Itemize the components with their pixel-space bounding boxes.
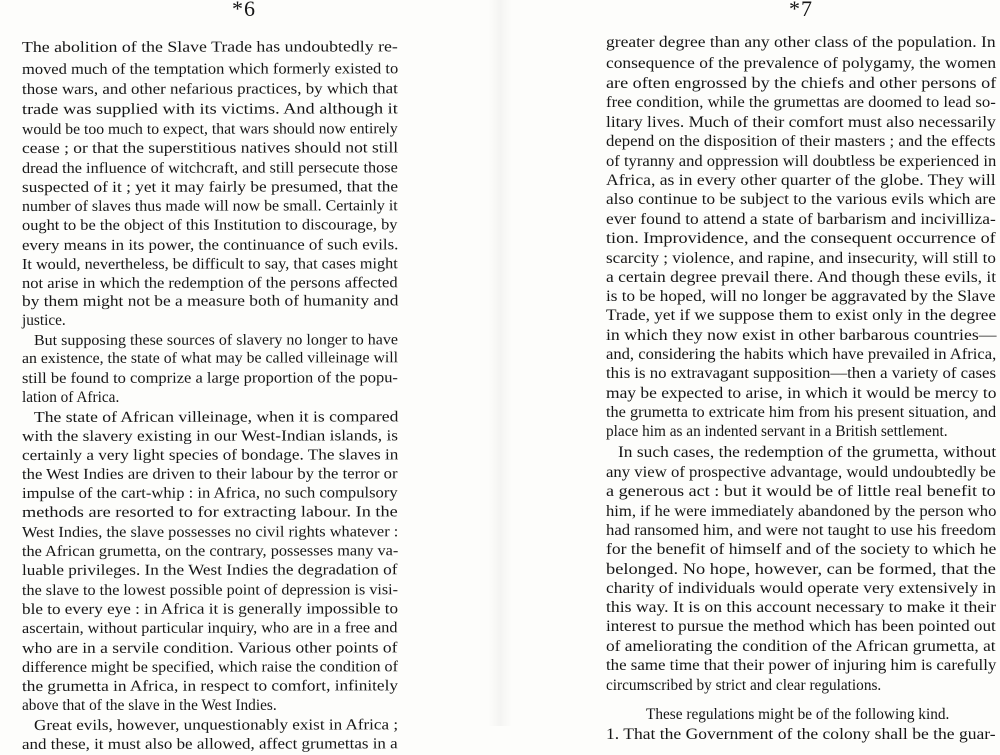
left-text-line: with the slavery existing in our West-Indian islands, is — [21, 427, 399, 445]
right-text-line: litary lives. Much of their comfort must also necessarily — [606, 114, 996, 131]
right-text-line: 1. That the Government of the colony shall be the guar- — [606, 726, 996, 743]
left-text-line: an existence, the state of what may be called villeinage will — [21, 349, 399, 367]
left-text-line: the slave to the lowest possible point of depression is visi- — [21, 581, 399, 599]
right-text-line: in which they now exist in other barbarous countries— — [606, 327, 997, 344]
left-text-line: every means in its power, the continuance of such evils. — [21, 236, 399, 254]
left-text-line: above that of the slave in the West Indies. — [22, 697, 277, 714]
right-text-line: free condition, while the grumettas are doomed to lead so- — [606, 94, 996, 111]
left-text-line: justice. — [22, 312, 66, 329]
left-text-line: ascertain, without particular inquiry, who are in a free and — [21, 619, 398, 637]
left-text-line: impulse of the cart-whip : in Africa, no such compulsory — [21, 484, 398, 502]
right-text-line: tion. Improvidence, and the consequent occurrence of — [606, 230, 996, 247]
right-text-line: of tyranny and oppression will doubtless be experienced in — [606, 153, 997, 170]
left-text-line: the West Indies are driven to their labour by the terror or — [21, 465, 398, 483]
left-text-line: would be too much to expect, that wars should now entirely — [21, 120, 398, 138]
right-text-line: circumscribed by strict and clear regulations. — [606, 677, 882, 694]
right-text-line: place him as an indented servant in a British settlement. — [606, 423, 948, 440]
left-text-line: who are in a servile condition. Various other points of — [21, 639, 398, 657]
right-text-line: had ransomed him, and were not taught to use his freedom — [606, 522, 997, 539]
right-text-line: him, if he were immediately abandoned by the person who — [606, 503, 997, 520]
right-text-line: greater degree than any other class of the population. In — [606, 34, 996, 51]
left-text-line: methods are resorted to for extracting labour. In the — [21, 503, 398, 521]
left-text-line: luable privileges. In the West Indies the degradation of — [21, 561, 398, 579]
left-text-line: certainly a very light species of bondage. The slaves in — [21, 446, 399, 464]
right-text-line: may be expected to arise, in which it would be mercy to — [606, 385, 997, 402]
right-text-line: Trade, yet if we suppose them to exist only in the degree — [606, 307, 997, 324]
left-text-line: ble to every eye : in Africa it is generally impossible to — [21, 600, 399, 618]
left-text-line: number of slaves thus made will now be small. Certainly it — [21, 197, 398, 215]
left-text-line: those wars, and other nefarious practices, by which that — [21, 80, 398, 98]
left-text-line: It would, nevertheless, be difficult to say, that cases might — [21, 255, 398, 273]
left-text-line: West Indies, the slave possesses no civil rights whatever : — [21, 523, 399, 541]
left-text-line: difference might be specified, which raise the condition of — [21, 658, 398, 676]
right-text-line: also continue to be subject to the various evils which are — [606, 191, 996, 208]
right-text-line: this is no extravagant supposition—then a variety of cases — [606, 365, 996, 382]
left-text-line: The abolition of the Slave Trade has undoubtedly re- — [21, 38, 398, 56]
right-text-line: interest to pursue the method which has been pointed out — [606, 618, 996, 635]
right-text-line: ever found to attend a state of barbarism and incivilliza- — [606, 211, 996, 228]
right-text-line: depend on the disposition of their masters ; and the effects — [606, 133, 996, 150]
right-text-line: are often engrossed by the chiefs and other persons of — [606, 75, 997, 92]
right-text-line: and, considering the habits which have prevailed in Africa, — [606, 346, 997, 363]
right-text-line: In such cases, the redemption of the grumetta, without — [618, 444, 997, 461]
left-text-line: still be found to comprize a large proportion of the popu- — [21, 369, 398, 387]
right-text-line: is to be hoped, will no longer be aggravated by the Slave — [606, 288, 996, 305]
right-text-line: the same time that their power of injuring him is carefully — [606, 657, 997, 674]
left-text-line: trade was supplied with its victims. And although it — [21, 100, 398, 118]
left-text-line: dread the influence of witchcraft, and still persecute those — [21, 159, 398, 177]
page-number-right: *7 — [789, 0, 813, 21]
right-text-line: scarcity ; violence, and rapine, and insecurity, will still to — [606, 250, 996, 267]
left-text-line: not arise in which the redemption of the persons affected — [21, 274, 398, 292]
right-text-line: this way. It is on this account necessary to make it their — [606, 599, 997, 616]
right-text-line: any view of prospective advantage, would undoubtedly be — [606, 464, 996, 481]
right-text-line: of ameliorating the condition of the African grumetta, at — [606, 638, 996, 655]
left-text-line: ought to be the object of this Institution to discourage, by — [21, 216, 398, 234]
left-text-line: The state of African villeinage, when it is compared — [33, 408, 399, 426]
page-fold-shadow — [488, 0, 512, 726]
right-text-line: a certain degree prevail there. And though these evils, it — [606, 269, 997, 286]
left-text-line: lation of Africa. — [22, 389, 120, 406]
right-text-line: a generous act : but it would be of little real benefit to — [606, 483, 996, 500]
right-text-line: for the benefit of himself and of the society to which he — [606, 541, 997, 558]
left-text-line: the African grumetta, on the contrary, possesses many va- — [21, 542, 399, 560]
right-text-line: the grumetta to extricate him from his present situation, and — [606, 404, 997, 421]
left-text-line: the grumetta in Africa, in respect to comfort, infinitely — [21, 677, 399, 695]
left-text-line: suspected of it ; yet it may fairly be presumed, that the — [21, 178, 399, 196]
page-number-left: *6 — [232, 0, 256, 21]
left-text-line: moved much of the temptation which formerly existed to — [21, 60, 399, 78]
left-text-line: cease ; or that the superstitious natives should not still — [21, 139, 399, 157]
left-text-line: Great evils, however, unquestionably exist in Africa ; — [33, 716, 399, 734]
right-text-line: These regulations might be of the following kind. — [646, 706, 950, 723]
right-text-line: consequence of the prevalence of polygamy, the women — [606, 55, 997, 72]
left-text-line: and these, it must also be allowed, affect grumettas in a — [21, 735, 398, 753]
right-text-line: belonged. No hope, however, can be formed, that the — [606, 561, 996, 578]
left-text-line: by them might not be a measure both of humanity and — [21, 292, 399, 310]
right-text-line: Africa, as in every other quarter of the globe. They will — [606, 172, 996, 189]
right-text-line: charity of individuals would operate very extensively in — [606, 580, 996, 597]
left-text-line: But supposing these sources of slavery no longer to have — [33, 331, 398, 349]
